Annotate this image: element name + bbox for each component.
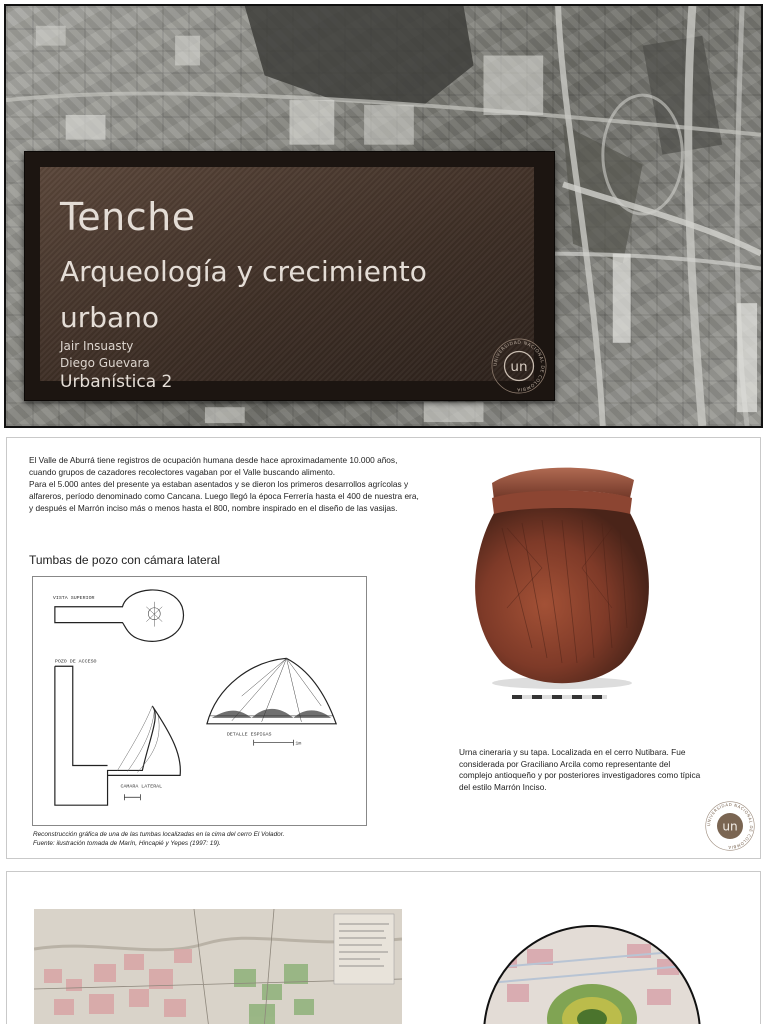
urban-growth-slide [6, 871, 761, 1024]
presentation-title: Tenche [60, 195, 196, 239]
svg-text:1m: 1m [295, 741, 302, 747]
archaeology-slide [6, 437, 761, 859]
title-slide [4, 4, 763, 428]
intro-text [29, 454, 419, 514]
title-panel-inner [40, 167, 545, 392]
svg-text:POZO DE ACCESO: POZO DE ACCESO [54, 659, 97, 665]
svg-text:VISTA SUPERIOR: VISTA SUPERIOR [52, 595, 95, 601]
author-name: Jair Insuasty [60, 339, 134, 353]
tomb-illustration [33, 577, 366, 825]
svg-text:DETALLE ESPIGAS: DETALLE ESPIGAS [226, 732, 272, 738]
intro-paragraph: El Valle de Aburrá tiene registros de ocupación humana desde hace aproximadamente 10.000 años, cuando grupos de cazadores recolectores vagaban por el Valle buscando alimento. [29, 455, 398, 478]
caption-line: Fuente: ilustración tomada de Marín, Hincapié y Yepes (1997: 19). [33, 840, 221, 847]
svg-text:un: un [510, 358, 528, 375]
detail-map-circle [477, 924, 707, 1024]
svg-text:CAMARA LATERAL: CAMARA LATERAL [120, 784, 163, 790]
svg-text:UNIVERSIDAD NACIONAL DE COLOMB: UNIVERSIDAD NACIONAL DE COLOMBIA [706, 802, 754, 850]
tomb-drawing [32, 576, 367, 826]
title-panel [24, 151, 555, 401]
drawing-caption [33, 830, 453, 848]
svg-text:un: un [722, 819, 738, 834]
presentation-subtitle: Arqueología y crecimiento urbano [60, 255, 427, 334]
intro-paragraph: Para el 5.000 antes del presente ya estaban asentados y se dieron los primeros desarrollos agrícolas y alfareros, período denominado como Cancana. Luego llegó la época Ferrería hasta el 400 de nuestra era, y después el Marrón inciso más o menos hasta el 800, nombre inspirado en el diseño de las vasijas. [29, 479, 419, 514]
author-name: Diego Guevara [60, 356, 150, 370]
svg-text:UNIVERSIDAD NACIONAL DE COLOMB: UNIVERSIDAD NACIONAL DE COLOMBIA [493, 340, 545, 392]
section-heading: Tumbas de pozo con cámara lateral [29, 553, 220, 567]
urn-caption: Urna cineraria y su tapa. Localizada en el cerro Nutibara. Fue considerada por Graciliano Arcila como representante del complejo antioqueño y por posteriores investigadores como típica del estilo Marrón Inciso. [459, 747, 701, 793]
course-name: Urbanística 2 [60, 372, 173, 392]
caption-line: Reconstrucción gráfica de una de las tumbas localizadas en la cima del cerro El Volador. [33, 831, 285, 838]
university-seal-logo [704, 800, 756, 852]
historical-city-map [34, 909, 402, 1024]
university-seal-logo [490, 337, 548, 395]
funerary-urn-photo [462, 458, 662, 713]
scale-bar [512, 694, 607, 700]
